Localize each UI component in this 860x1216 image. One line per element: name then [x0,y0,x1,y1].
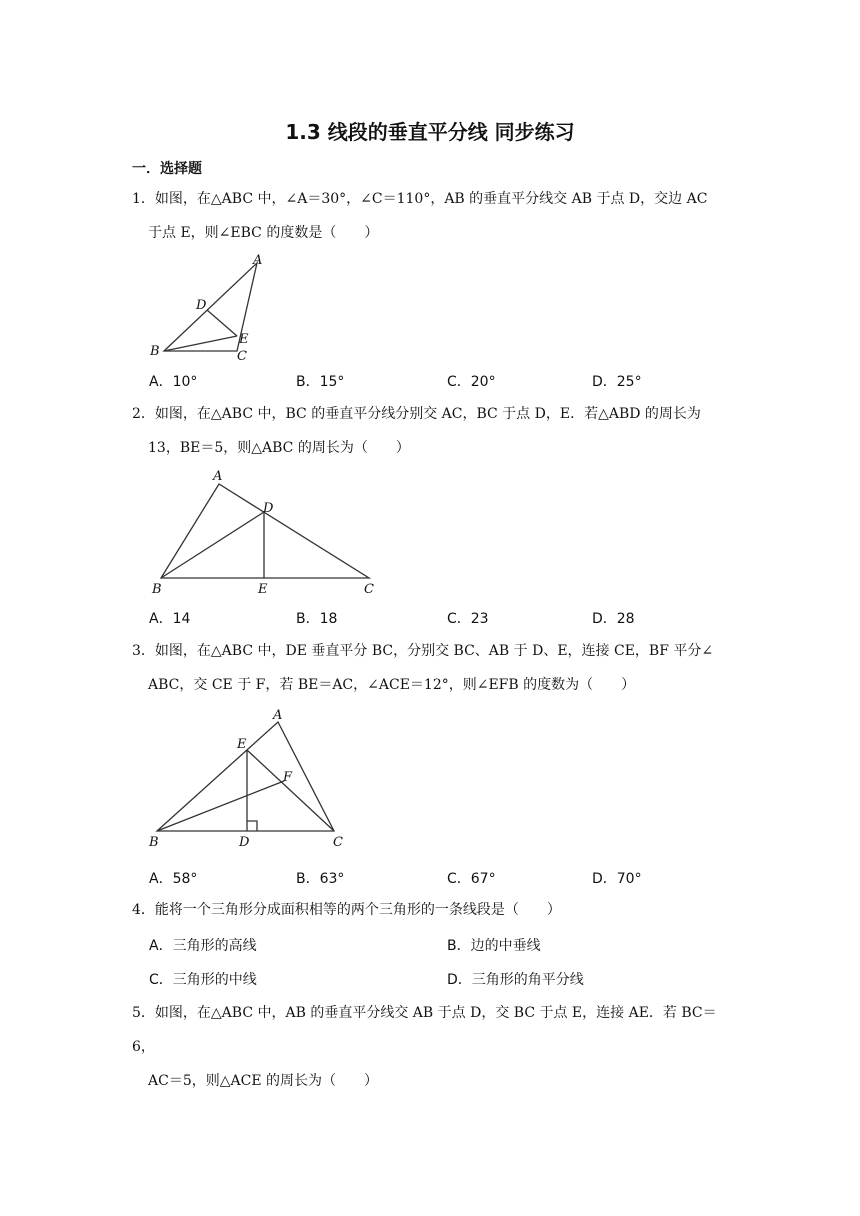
label-c: C [237,349,247,364]
question-2-figure [140,465,385,600]
label-a: A [213,469,223,484]
label-d: D [196,298,207,313]
label-b: B [150,344,160,359]
segment-be [164,336,237,351]
q4-option-d[interactable]: D．三角形的角平分线 [447,972,584,988]
perpendicular-bisector-de [207,310,237,336]
right-angle-mark [247,821,257,831]
label-e: E [237,737,247,752]
q3-option-b[interactable]: B．63° [296,871,345,887]
triangle-abc [161,484,369,578]
section-heading: 一．选择题 [132,161,202,177]
label-a: A [273,708,283,723]
q2-option-a[interactable]: A．14 [149,611,191,627]
q1-option-b[interactable]: B．15° [296,374,345,390]
question-3-figure [140,705,355,850]
q1-option-d[interactable]: D．25° [592,374,642,390]
question-3-line1: 3．如图，在△ABC 中，DE 垂直平分 BC，分别交 BC、AB 于 D、E，连接 CE，BF 平分∠ [132,643,714,659]
q1-option-c[interactable]: C．20° [447,374,496,390]
question-3-line2: ABC，交 CE 于 F，若 BE＝AC，∠ACE＝12°，则∠EFB 的度数为（ ） [148,677,636,693]
label-d: D [263,501,274,516]
q3-option-c[interactable]: C．67° [447,871,496,887]
label-b: B [149,835,159,850]
q2-option-b[interactable]: B．18 [296,611,338,627]
page-title: 1.3 线段的垂直平分线 同步练习 [285,120,575,144]
question-1-line1: 1．如图，在△ABC 中，∠A＝30°，∠C＝110°，AB 的垂直平分线交 AB 于点 D，交边 AC [132,191,708,207]
question-4-line1: 4．能将一个三角形分成面积相等的两个三角形的一条线段是（ ） [132,902,561,918]
question-2-line2: 13，BE＝5，则△ABC 的周长为（ ） [148,440,410,456]
q1-option-a[interactable]: A．10° [149,374,198,390]
q2-option-d[interactable]: D．28 [592,611,635,627]
question-1 [132,182,732,250]
q4-option-c[interactable]: C．三角形的中线 [149,972,257,988]
label-b: B [152,582,162,597]
label-c: C [333,835,343,850]
bisector-bf [157,781,284,831]
label-a: A [253,253,263,268]
label-f: F [283,770,293,785]
question-5-line1: 5．如图，在△ABC 中，AB 的垂直平分线交 AB 于点 D，交 BC 于点 E，连接 AE．若 BC＝6， [132,1005,717,1055]
question-5-line2: AC＝5，则△ACE 的周长为（ ） [148,1073,378,1089]
label-e: E [258,582,268,597]
q4-option-a[interactable]: A．三角形的高线 [149,938,257,954]
question-3 [132,634,732,702]
q3-option-d[interactable]: D．70° [592,871,642,887]
question-5 [132,996,732,1098]
question-1-figure [140,250,280,365]
label-c: C [364,582,374,597]
question-2 [132,397,732,465]
question-2-line1: 2．如图，在△ABC 中，BC 的垂直平分线分别交 AC，BC 于点 D，E．若△ABD 的周长为 [132,406,701,422]
segment-bd [161,512,264,578]
label-e: E [239,332,249,347]
q3-option-a[interactable]: A．58° [149,871,198,887]
question-1-line2: 于点 E，则∠EBC 的度数是（ ） [148,225,379,241]
q2-option-c[interactable]: C．23 [447,611,489,627]
label-d: D [239,835,250,850]
q4-option-b[interactable]: B．边的中垂线 [447,938,541,954]
question-4 [132,893,732,927]
